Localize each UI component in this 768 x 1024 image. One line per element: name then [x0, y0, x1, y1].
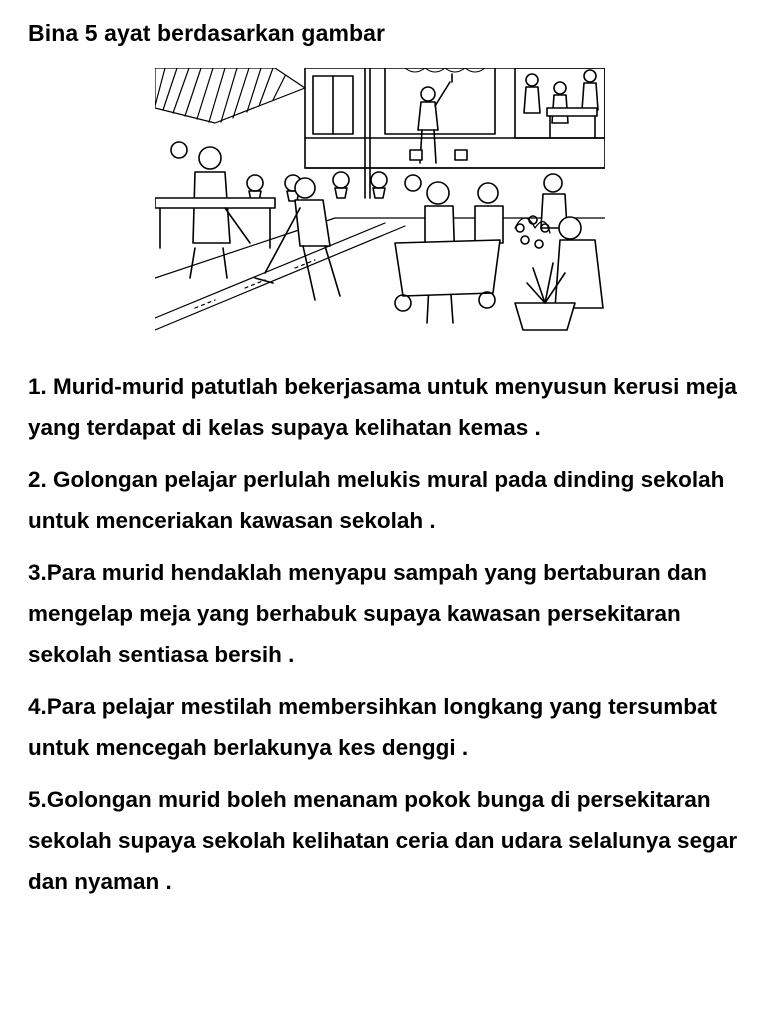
school-cleanup-illustration: [155, 68, 605, 333]
flower-pots: [247, 172, 421, 201]
page-heading: Bina 5 ayat berdasarkan gambar: [28, 20, 386, 46]
wheelbarrow-students: [395, 182, 503, 323]
roof: [155, 68, 305, 123]
sentence-4: 4.Para pelajar mestilah membersihkan longkang yang tersumbat untuk mencegah berlakunya kes denggi .: [28, 694, 717, 760]
planting-students: [515, 174, 603, 330]
sentence-2: 2. Golongan pelajar perlulah melukis mural pada dinding sekolah untuk menceriakan kawasan sekolah .: [28, 467, 725, 533]
sentence-5: 5.Golongan murid boleh menanam pokok bunga di persekitaran sekolah supaya sekolah kelihatan ceria dan udara selalunya segar dan nyaman .: [28, 787, 738, 894]
sentence-list: [28, 366, 743, 913]
sentence-3: 3.Para murid hendaklah menyapu sampah yang bertaburan dan mengelap meja yang berhabuk supaya kawasan persekitaran sekolah sentiasa bersih .: [28, 560, 707, 667]
sentence-1: 1. Murid-murid patutlah bekerjasama untuk menyusun kerusi meja yang terdapat di kelas supaya kelihatan kemas .: [28, 374, 737, 440]
